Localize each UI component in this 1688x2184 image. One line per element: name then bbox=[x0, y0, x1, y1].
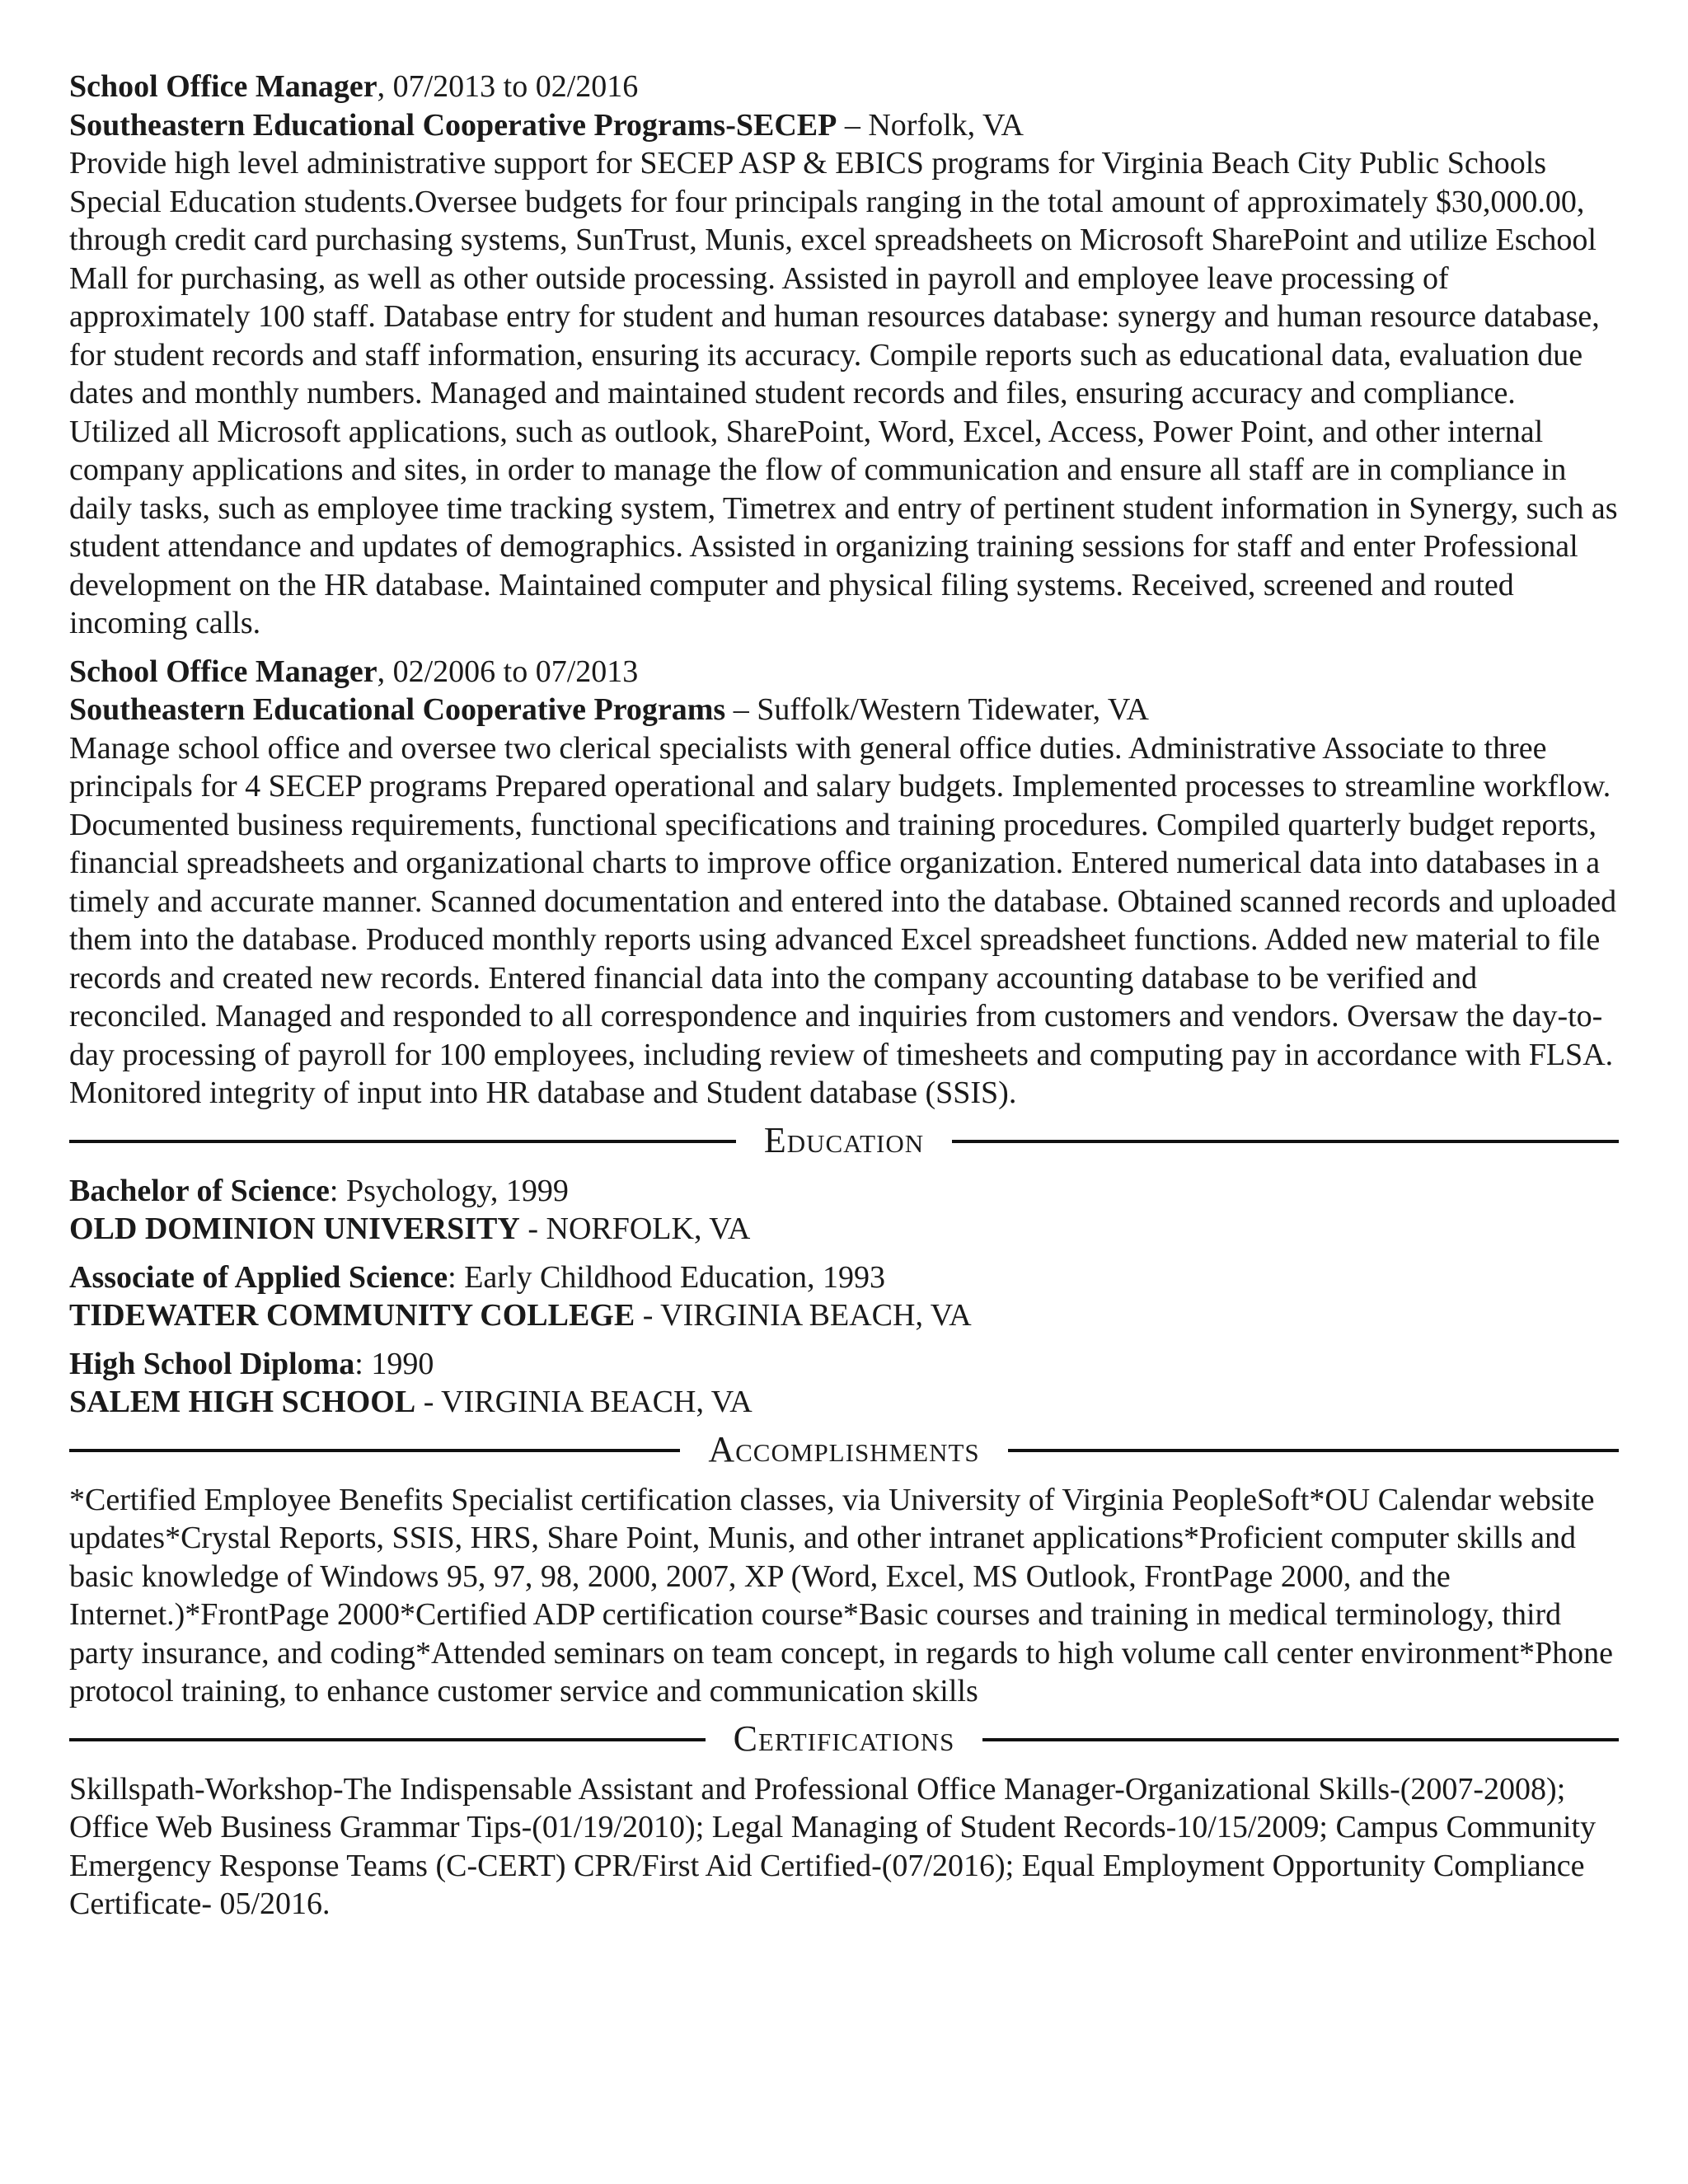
job-description: Manage school office and oversee two clerical specialists with general office duties. Administrative Associate to three principals for 4 SECEP programs Prepared operational and salary budgets. Implemented processes to streamline workflow. Documented business requirements, functional specifications and training procedures. Compiled quarterly budget reports, financial spreadsheets and organizational charts to improve office organization. Entered numerical data into databases in a timely and accurate manner. Scanned documentation and entered into the database. Obtained scanned records and uploaded them into the database. Produced monthly reports using advanced Excel spreadsheet functions. Added new material to file records and created new records. Entered financial data into the company accounting database to be verified and reconciled. Managed and responded to all correspondence and inquiries from customers and vendors. Oversaw the day-to-day processing of payroll for 100 employees, including review of timesheets and computing pay in accordance with FLSA. Monitored integrity of input into HR database and Student database (SSIS). bbox=[69, 730, 1617, 1110]
school-name: SALEM HIGH SCHOOL bbox=[69, 1385, 416, 1419]
school-name: OLD DOMINION UNIVERSITY bbox=[69, 1212, 520, 1246]
section-rule-left bbox=[69, 1449, 680, 1452]
degree-name: Associate of Applied Science bbox=[69, 1259, 448, 1295]
job-title: School Office Manager bbox=[69, 654, 377, 689]
job-title: School Office Manager bbox=[69, 69, 377, 104]
section-rule-right bbox=[1008, 1449, 1619, 1452]
certifications-text: Skillspath-Workshop-The Indispensable Assistant and Professional Office Manager-Organizational Skills-(2007-2008); Office Web Business Grammar Tips-(01/19/2010); Legal Managing of Student Records-10/15/2009; Campus Community Emergency Response Teams (C-CERT) CPR/First Aid Certified-(07/2016); Equal Employment Opportunity Compliance Certificate- 05/2016. bbox=[69, 1771, 1597, 1921]
employer-name: Southeastern Educational Cooperative Programs-SECEP bbox=[69, 107, 837, 143]
school-location: - VIRGINIA BEACH, VA bbox=[635, 1298, 972, 1333]
experience-entry-1 bbox=[69, 68, 1619, 643]
degree-line bbox=[69, 1258, 1619, 1297]
job-description: Provide high level administrative support for SECEP ASP & EBICS programs for Virginia Beach City Public Schools Special Education students.Oversee budgets for four principals ranging in the total amount of approximately $30,000.00, through credit card purchasing systems, SunTrust, Munis, excel spreadsheets on Microsoft SharePoint and utilize Eschool Mall for purchasing, as well as other outside processing. Assisted in payroll and employee leave processing of approximately 100 staff. Database entry for student and human resources database: synergy and human resource database, for student records and staff information, ensuring its accuracy. Compile reports such as educational data, evaluation due dates and monthly numbers. Managed and maintained student records and files, ensuring accuracy and compliance. Utilized all Microsoft applications, such as outlook, SharePoint, Word, Excel, Access, Power Point, and other internal company applications and sites, in order to manage the flow of communication and ensure all staff are in compliance in daily tasks, such as employee time tracking system, Timetrex and entry of pertinent student information in Synergy, such as student attendance and updates of demographics. Assisted in organizing training sessions for staff and enter Professional development on the HR database. Maintained computer and physical filing systems. Received, screened and routed incoming calls. bbox=[69, 146, 1618, 640]
job-title-line bbox=[69, 653, 1619, 691]
school-line bbox=[69, 1383, 1619, 1422]
section-title: Accomplishments bbox=[708, 1429, 980, 1470]
degree-field: : 1990 bbox=[354, 1346, 434, 1381]
employer-location: – Norfolk, VA bbox=[837, 107, 1024, 143]
school-line bbox=[69, 1296, 1619, 1335]
job-title-line bbox=[69, 68, 1619, 106]
resume-page bbox=[69, 68, 1619, 1924]
degree-line bbox=[69, 1345, 1619, 1384]
accomplishments-heading bbox=[69, 1429, 1619, 1470]
education-entry-1 bbox=[69, 1172, 1619, 1249]
degree-line bbox=[69, 1172, 1619, 1211]
job-dates: , 07/2013 to 02/2016 bbox=[377, 69, 639, 104]
employer-name: Southeastern Educational Cooperative Programs bbox=[69, 692, 726, 727]
education-heading bbox=[69, 1122, 1619, 1160]
school-location: - NORFOLK, VA bbox=[519, 1212, 751, 1246]
education-entry-2 bbox=[69, 1258, 1619, 1335]
certifications-heading bbox=[69, 1718, 1619, 1760]
employer-location: – Suffolk/Western Tidewater, VA bbox=[725, 692, 1149, 727]
section-title: Education bbox=[763, 1120, 925, 1161]
employer-line bbox=[69, 691, 1619, 729]
section-rule-left bbox=[69, 1140, 736, 1143]
degree-name: High School Diploma bbox=[69, 1346, 355, 1381]
degree-field: : Psychology, 1999 bbox=[329, 1173, 569, 1208]
education-entry-3 bbox=[69, 1345, 1619, 1422]
school-line bbox=[69, 1210, 1619, 1249]
degree-field: : Early Childhood Education, 1993 bbox=[448, 1259, 886, 1295]
section-rule-left bbox=[69, 1738, 706, 1741]
section-title: Certifications bbox=[733, 1718, 955, 1760]
job-dates: , 02/2006 to 07/2013 bbox=[377, 654, 639, 689]
degree-name: Bachelor of Science bbox=[69, 1173, 330, 1208]
section-rule-right bbox=[952, 1140, 1619, 1143]
school-location: - VIRGINIA BEACH, VA bbox=[415, 1385, 753, 1419]
employer-line bbox=[69, 106, 1619, 145]
school-name: TIDEWATER COMMUNITY COLLEGE bbox=[69, 1298, 635, 1333]
experience-entry-2 bbox=[69, 653, 1619, 1113]
accomplishments-text: *Certified Employee Benefits Specialist certification classes, via University of Virginia PeopleSoft*OU Calendar website updates*Crystal Reports, SSIS, HRS, Share Point, Munis, and other intranet applications*Proficient computer skills and basic knowledge of Windows 95, 97, 98, 2000, 2007, XP (Word, Excel, MS Outlook, FrontPage 2000, and the Internet.)*FrontPage 2000*Certified ADP certification course*Basic courses and training in medical terminology, third party insurance, and coding*Attended seminars on team concept, in regards to high volume call center environment*Phone protocol training, to enhance customer service and communication skills bbox=[69, 1482, 1614, 1708]
section-rule-right bbox=[982, 1738, 1619, 1741]
